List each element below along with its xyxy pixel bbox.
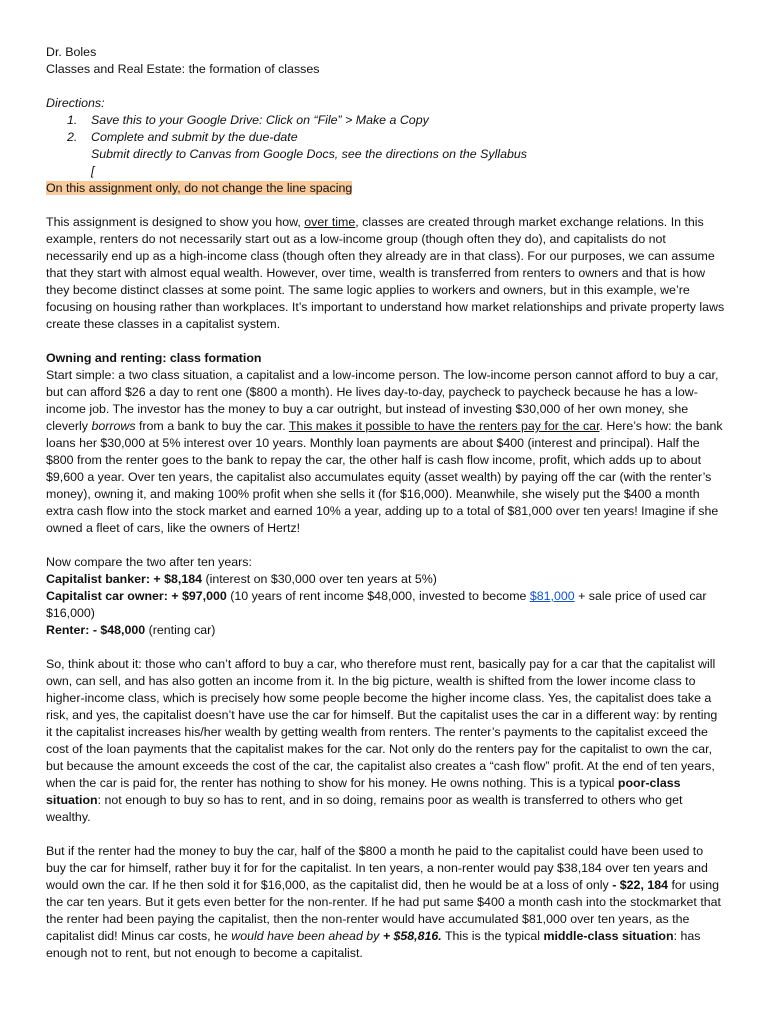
spacer: [46, 333, 726, 350]
compare-owner: Capitalist car owner: + $97,000 (10 years of rent income $48,000, invested to become $81,000 + sale price of used car $16,000): [46, 589, 707, 620]
directions-item: [46, 112, 726, 129]
spacer: [46, 537, 726, 554]
compare-banker: Capitalist banker: + $8,184 (interest on $30,000 over ten years at 5%): [46, 572, 437, 586]
section-paragraph: So, think about it: those who can’t afford to buy a car, who therefore must rent, basically pay for a car that the capitalist will own, can sell, and has also gotten an income from it. In the big picture, wealth is shifted from the lower income class to higher-income class, which is precisely how some people become the higher income class. Yes, the capitalist does take a risk, and yes, the capitalist doesn’t have use the car for himself. But the capitalist uses the car in a different way: by renting it the capitalist increases his/her wealth by getting wealth from renters. The renter’s payments to the capitalist exceed the cost of the loan payments that the capitalist makes for the car. Not only do the renters pay for the capitalist to own the car, but because the amount exceeds the cost of the car, the capitalist also creates a “cash flow” profit. At the end of ten years, when the car is paid for, the renter has nothing to show for his money. He owns nothing. This is a typical poor-class situation: not enough to buy so has to rent, and in so doing, remains poor as wealth is transferred to others who get wealthy.: [46, 657, 718, 824]
document-title: Classes and Real Estate: the formation of classes: [46, 62, 320, 76]
compare-renter: Renter: - $48,000 (renting car): [46, 623, 216, 637]
underlined-text: This makes it possible to have the renters pay for the car: [288, 419, 600, 433]
spacer: [46, 826, 726, 843]
underlined-text: over time: [304, 215, 356, 229]
directions-subline: Submit directly to Canvas from Google Docs, see the directions on the Syllabus: [91, 147, 527, 161]
intro-paragraph: This assignment is designed to show you how, over time, classes are created through market exchange relations. In this example, renters do not necessarily start out as a low-income group (though often they do), and capitalists do not necessarily end up as a high-income class (though often they already are in that class). For our purposes, we can assume that they start with almost equal wealth. However, over time, wealth is transferred from renters to owners and that is how they become distinct classes at some point. The same logic applies to workers and owners, but in this example, we’re focusing on housing rather than workplaces. It’s important to understand how market relationships and private property laws create these classes in a capitalist system.: [46, 215, 725, 331]
directions-heading: Directions:: [46, 96, 105, 110]
compare-intro: Now compare the two after ten years:: [46, 555, 252, 569]
document-page: [46, 44, 726, 962]
list-number: 1.: [67, 113, 78, 127]
spacer: [46, 78, 726, 95]
spacer: [46, 197, 726, 214]
list-number: 2.: [67, 130, 78, 144]
section-paragraph: Start simple: a two class situation, a capitalist and a low-income person. The low-income person cannot afford to buy a car, but can afford $26 a day to rent one ($800 a month). He lives day-to-day, paycheck to paycheck because he has a low-income job. The investor has the money to buy a car outright, but instead of investing $30,000 of her own money, she cleverly borrows from a bank to buy the car. This makes it possible to have the renters pay for the car. Here’s how: the bank loans her $30,000 at 5% interest over 10 years. Monthly loan payments are about $400 (interest and principal). Half the $800 from the renter goes to the bank to repay the car, the other half is cash flow income, profit, which adds up to about $9,600 a year. Over ten years, the capitalist also accumulates equity (asset wealth) by paying off the car (with the renter’s money), owning it, and making 100% profit when she sells it (for $16,000). Meanwhile, she wisely put the $400 a month extra cash flow into the stock market and earned 10% a year, adding up to a total of $81,000 over ten years! Imagine if she owned a fleet of cars, like the owners of Hertz!: [46, 368, 723, 535]
spacer: [46, 639, 726, 656]
author-line: Dr. Boles: [46, 45, 97, 59]
directions-list: [46, 112, 726, 180]
directions-item: [46, 129, 726, 146]
amount-link[interactable]: $81,000: [529, 589, 575, 603]
section-paragraph: But if the renter had the money to buy the car, half of the $800 a month he paid to the capitalist could have been used to buy the car for himself, rather buy it for for the capitalist. In ten years, a non-renter would pay $38,184 over ten years and would own the car. If he then sold it for $16,000, as the capitalist did, then he would be at a loss of only - $22, 184 for using the car ten years. But it gets even better for the non-renter. If he had put same $400 a month cash into the stockmarket that the renter had been paying the capitalist, then the non-renter would have accumulated $81,000 over ten years, as the capitalist did! Minus car costs, he would have been ahead by + $58,816. This is the typical middle-class situation: has enough not to rent, but not enough to become a capitalist.: [46, 844, 721, 960]
directions-bracket: [: [91, 164, 95, 178]
list-text: Complete and submit by the due-date: [91, 130, 298, 144]
highlighted-note: On this assignment only, do not change the line spacing: [46, 181, 353, 195]
section-heading: Owning and renting: class formation: [46, 351, 262, 365]
list-text: Save this to your Google Drive: Click on “File” > Make a Copy: [91, 113, 429, 127]
